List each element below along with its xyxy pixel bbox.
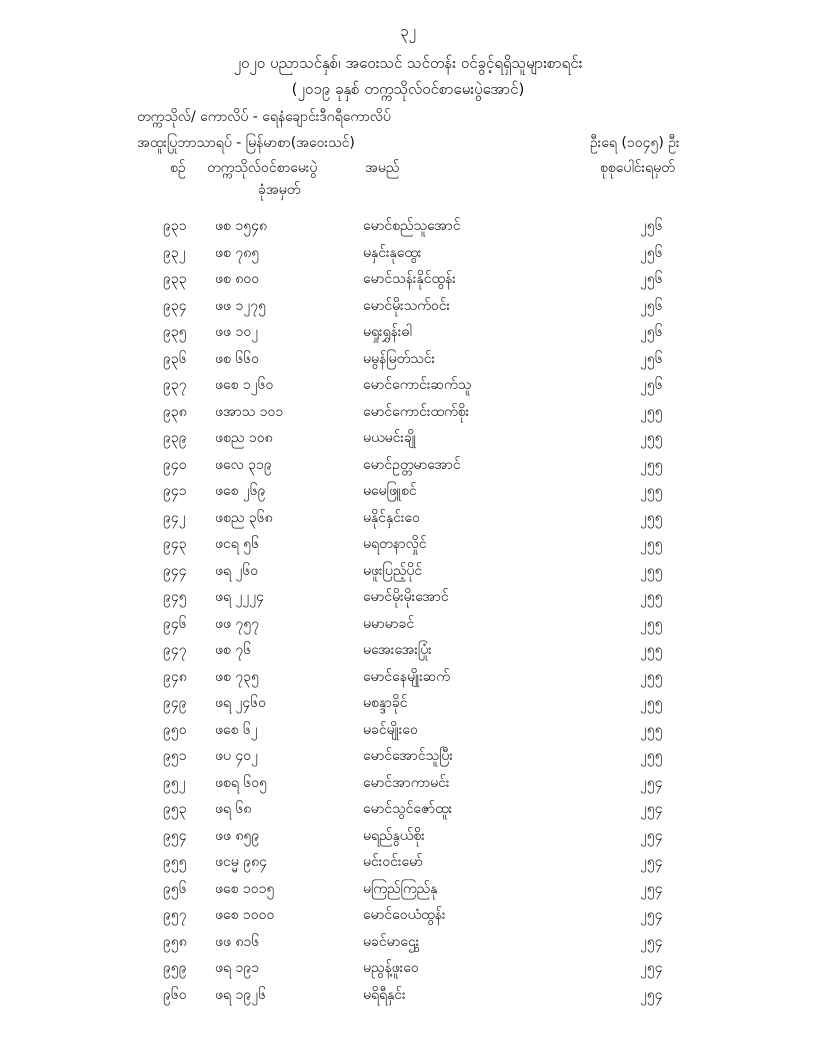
- total-marks: ၂၅၅: [640, 721, 663, 738]
- table-row: [0, 614, 816, 641]
- total-marks: ၂၅၅: [640, 483, 663, 499]
- row-number: ၉၄၆: [163, 615, 187, 632]
- table-row: [0, 296, 816, 323]
- row-number: ၉၅၁: [163, 748, 187, 764]
- total-marks: ၂၅၅: [640, 695, 663, 711]
- student-name: မအေးအေးပြုံး: [363, 642, 432, 658]
- student-name: မရှုးရွှန်းဓါ: [363, 324, 412, 340]
- roll-number: ဖစေ ၁၀၁၅: [215, 880, 275, 897]
- table-row: [0, 852, 816, 879]
- row-number: ၉၄၅: [163, 589, 187, 605]
- roll-number: ဖစေ ၁၂၆၀: [215, 377, 274, 393]
- row-number: ၉၃၁: [163, 218, 187, 234]
- row-number: ၉၅၂: [163, 774, 186, 791]
- total-marks: ၂၅၄: [640, 854, 663, 870]
- table-row: [0, 746, 816, 773]
- row-number: ၉၅၈: [163, 933, 187, 950]
- row-number: ၉၃၉: [163, 430, 187, 446]
- row-number: ၉၄၄: [163, 562, 187, 579]
- table-row: [0, 375, 816, 402]
- roll-number: ဖစ ၆၆၀: [215, 350, 259, 367]
- student-name: မစန္ဒာခိုင်: [363, 695, 408, 711]
- subject-line: အထူးပြုဘာသာရပ် - မြန်မာစာ(အဝေးသင်): [137, 135, 355, 151]
- table-row: [0, 216, 816, 243]
- student-name: မမာမာခင်: [363, 615, 415, 632]
- student-name: မောင်မိုးမိုးအောင်: [363, 589, 449, 605]
- roll-number: ဖရ ၂၆၀: [215, 562, 259, 579]
- total-marks: ၂၅၄: [640, 801, 663, 817]
- roll-number: ဖစ ၈၀၀: [215, 271, 260, 287]
- student-name: မမေဖြူစင်: [363, 483, 417, 499]
- roll-number: ဖဖ ၁၀၂: [215, 324, 259, 340]
- document-title: ၂၀၂၀ ပညာသင်နှစ်၊ အဝေးသင် သင်တန်း ဝင်ခွင့်ရရှိသူများစာရင်း: [233, 54, 583, 72]
- header-no: စဉ်: [170, 160, 186, 176]
- roll-number: ဖဖ ၈၁၆: [215, 933, 260, 950]
- roll-number: ဖရ ၁၉၂၆: [215, 986, 266, 1003]
- row-number: ၉၃၆: [163, 350, 187, 367]
- row-number: ၉၄၁: [163, 483, 187, 499]
- table-row: [0, 693, 816, 720]
- student-name: မောင်နေမျိုးဆက်: [363, 668, 450, 685]
- table-row: [0, 799, 816, 826]
- student-name: မမွန်မြတ်သင်း: [363, 350, 436, 367]
- table-row: [0, 720, 816, 747]
- row-number: ၉၅၅: [163, 854, 187, 870]
- total-marks: ၂၅၅: [640, 748, 663, 764]
- student-name: မရည်နွယ်စိုး: [363, 827, 425, 844]
- total-marks: ၂၅၄: [640, 880, 663, 897]
- roll-number: ဖဖ ၈၅၉: [215, 827, 260, 844]
- quota-line: ဦးရေ (၁၀၄၅) ဦး: [590, 135, 680, 151]
- table-row: [0, 826, 816, 853]
- table-row: [0, 481, 816, 508]
- total-marks: ၂၅၆: [640, 218, 663, 234]
- student-name: မဖူးပြည့်ပိုင်: [363, 562, 423, 579]
- table-row: [0, 640, 816, 667]
- university-line: တက္ကသိုလ်/ ကောလိပ် - ရေနံချောင်းဒီဂရီကောလိပ်: [137, 109, 391, 125]
- table-row: [0, 243, 816, 270]
- student-name: မောင်ဥတ္တမာအောင်: [363, 456, 461, 473]
- roll-number: ဖလေ ၃၁၉: [215, 456, 272, 473]
- student-name: မောင်ဝေယံထွန်း: [363, 907, 446, 923]
- table-row: [0, 508, 816, 535]
- student-name: မောင်မိုးသက်ဝင်း: [363, 297, 451, 314]
- row-number: ၉၅၀: [163, 721, 187, 738]
- row-number: ၉၄၀: [163, 456, 187, 473]
- total-marks: ၂၅၅: [640, 589, 663, 605]
- total-marks: ၂၅၄: [640, 774, 663, 791]
- row-number: ၉၅၆: [163, 880, 187, 897]
- table-row: [0, 428, 816, 455]
- total-marks: ၂၅၆: [640, 297, 663, 314]
- total-marks: ၂၅၅: [640, 668, 663, 685]
- table-row: [0, 958, 816, 985]
- roll-number: ဖစေ ၆၂: [215, 721, 258, 738]
- roll-number: ဖအာသ ၁၀၁: [215, 403, 284, 420]
- row-number: ၉၆၀: [163, 986, 187, 1003]
- total-marks: ၂၅၆: [640, 377, 663, 393]
- roll-number: ဖစေ ၂၆၉: [215, 483, 266, 499]
- student-name: မနှင်းနုထွေး: [363, 244, 422, 261]
- roll-number: ဖစ ၇၈၅: [215, 244, 260, 261]
- table-row: [0, 455, 816, 482]
- student-name: မောင်ကောင်းထက်စိုး: [363, 403, 470, 420]
- student-name: မောင်သွင်ဇော်ထူး: [363, 801, 453, 817]
- row-number: ၉၃၈: [163, 403, 187, 420]
- student-name: မောင်အောင်သူပြီး: [363, 748, 453, 764]
- roll-number: ဖငမ္မ ၉၈၄: [215, 854, 267, 870]
- roll-number: ဖစည ၁၀၈: [215, 430, 273, 446]
- row-number: ၉၃၄: [163, 297, 187, 314]
- student-name: မကြည်ကြည်နု: [363, 880, 438, 897]
- header-marks: စုစုပေါင်းရမှတ်: [600, 160, 675, 176]
- roll-number: ဖရ ၆၈: [215, 801, 252, 817]
- page-number: ၃၂: [400, 22, 416, 40]
- total-marks: ၂၅၅: [640, 642, 663, 658]
- roll-number: ဖငရ ၅၆: [215, 536, 260, 552]
- total-marks: ၂၅၅: [640, 562, 663, 579]
- table-row: [0, 534, 816, 561]
- roll-number: ဖစည ၃၆၈: [215, 509, 273, 526]
- student-name: မောင်သန်းနိုင်ထွန်း: [363, 271, 456, 287]
- row-number: ၉၃၇: [163, 377, 187, 393]
- row-number: ၉၄၂: [163, 509, 186, 526]
- total-marks: ၂၅၅: [640, 403, 663, 420]
- row-number: ၉၅၉: [163, 960, 187, 976]
- total-marks: ၂၅၄: [640, 827, 663, 844]
- student-name: မခင်မာဌွေး: [363, 933, 420, 950]
- total-marks: ၂၅၅: [640, 430, 663, 446]
- roll-number: ဖရ ၁၉၁: [215, 960, 260, 976]
- row-number: ၉၄၇: [163, 642, 187, 658]
- header-name: အမည်: [365, 160, 400, 176]
- student-name: မနိုင်နှင်းဝေ: [363, 509, 421, 526]
- total-marks: ၂၅၄: [640, 907, 663, 923]
- row-number: ၉၄၃: [163, 536, 187, 552]
- roll-number: ဖဖ ၇၅၇: [215, 615, 260, 632]
- total-marks: ၂၅၆: [640, 271, 663, 287]
- roll-number: ဖပ ၄၀၂: [215, 748, 259, 764]
- student-list: [0, 216, 816, 1011]
- document-subtitle: (၂၀၁၉ ခုနှစ် တက္ကသိုလ်ဝင်စာမေးပွဲအောင်): [291, 80, 525, 98]
- header-roll-line2: ခုံအမှတ်: [258, 182, 301, 198]
- total-marks: ၂၅၄: [640, 960, 663, 976]
- row-number: ၉၃၅: [163, 324, 187, 340]
- student-name: မရတနာလှိုင်: [363, 536, 427, 552]
- header-roll: တက္ကသိုလ်ဝင်စာမေးပွဲ: [207, 160, 318, 176]
- row-number: ၉၅၇: [163, 907, 187, 923]
- total-marks: ၂၅၄: [640, 933, 663, 950]
- row-number: ၉၅၄: [163, 827, 187, 844]
- total-marks: ၂၅၅: [640, 536, 663, 552]
- table-row: [0, 402, 816, 429]
- roll-number: ဖရ ၂၄၆၀: [215, 695, 266, 711]
- row-number: ၉၄၉: [163, 695, 187, 711]
- total-marks: ၂၅၆: [640, 350, 663, 367]
- table-row: [0, 349, 816, 376]
- table-row: [0, 561, 816, 588]
- roll-number: ဖရ ၂၂၂၄: [215, 589, 264, 605]
- roll-number: ဖဖ ၁၂၇၅: [215, 297, 266, 314]
- total-marks: ၂၅၅: [640, 456, 663, 473]
- row-number: ၉၄၈: [163, 668, 187, 685]
- row-number: ၉၅၃: [163, 801, 187, 817]
- total-marks: ၂၅၆: [640, 244, 663, 261]
- roll-number: ဖစရ ၆၀၅: [215, 774, 267, 791]
- student-name: မခင်မျိုးဝေ: [363, 721, 418, 738]
- student-name: မရိရီနှင်း: [363, 986, 406, 1003]
- roll-number: ဖစ ၇၆: [215, 642, 252, 658]
- total-marks: ၂၅၅: [640, 509, 663, 526]
- table-row: [0, 932, 816, 959]
- student-name: မောင်ကောင်းဆက်သူ: [363, 377, 472, 393]
- student-name: မောင်စည်သူအောင်: [363, 218, 461, 234]
- table-row: [0, 879, 816, 906]
- row-number: ၉၃၂: [163, 244, 186, 261]
- row-number: ၉၃၃: [163, 271, 187, 287]
- table-row: [0, 322, 816, 349]
- total-marks: ၂၅၄: [640, 986, 663, 1003]
- roll-number: ဖစ ၇၃၅: [215, 668, 259, 685]
- table-row: [0, 985, 816, 1012]
- student-name: မညွန့်ဖူးဝေ: [363, 960, 419, 976]
- roll-number: ဖစ ၁၅၄၈: [215, 218, 267, 234]
- table-row: [0, 667, 816, 694]
- student-name: မင်းဝင်းမော်: [363, 854, 423, 870]
- roll-number: ဖစေ ၁၀၀၀: [215, 907, 275, 923]
- table-row: [0, 905, 816, 932]
- table-row: [0, 587, 816, 614]
- table-row: [0, 269, 816, 296]
- student-name: မယမင်းချို: [363, 430, 417, 446]
- table-row: [0, 773, 816, 800]
- total-marks: ၂၅၅: [640, 615, 663, 632]
- total-marks: ၂၅၆: [640, 324, 663, 340]
- student-name: မောင်အာကာမင်း: [363, 774, 450, 791]
